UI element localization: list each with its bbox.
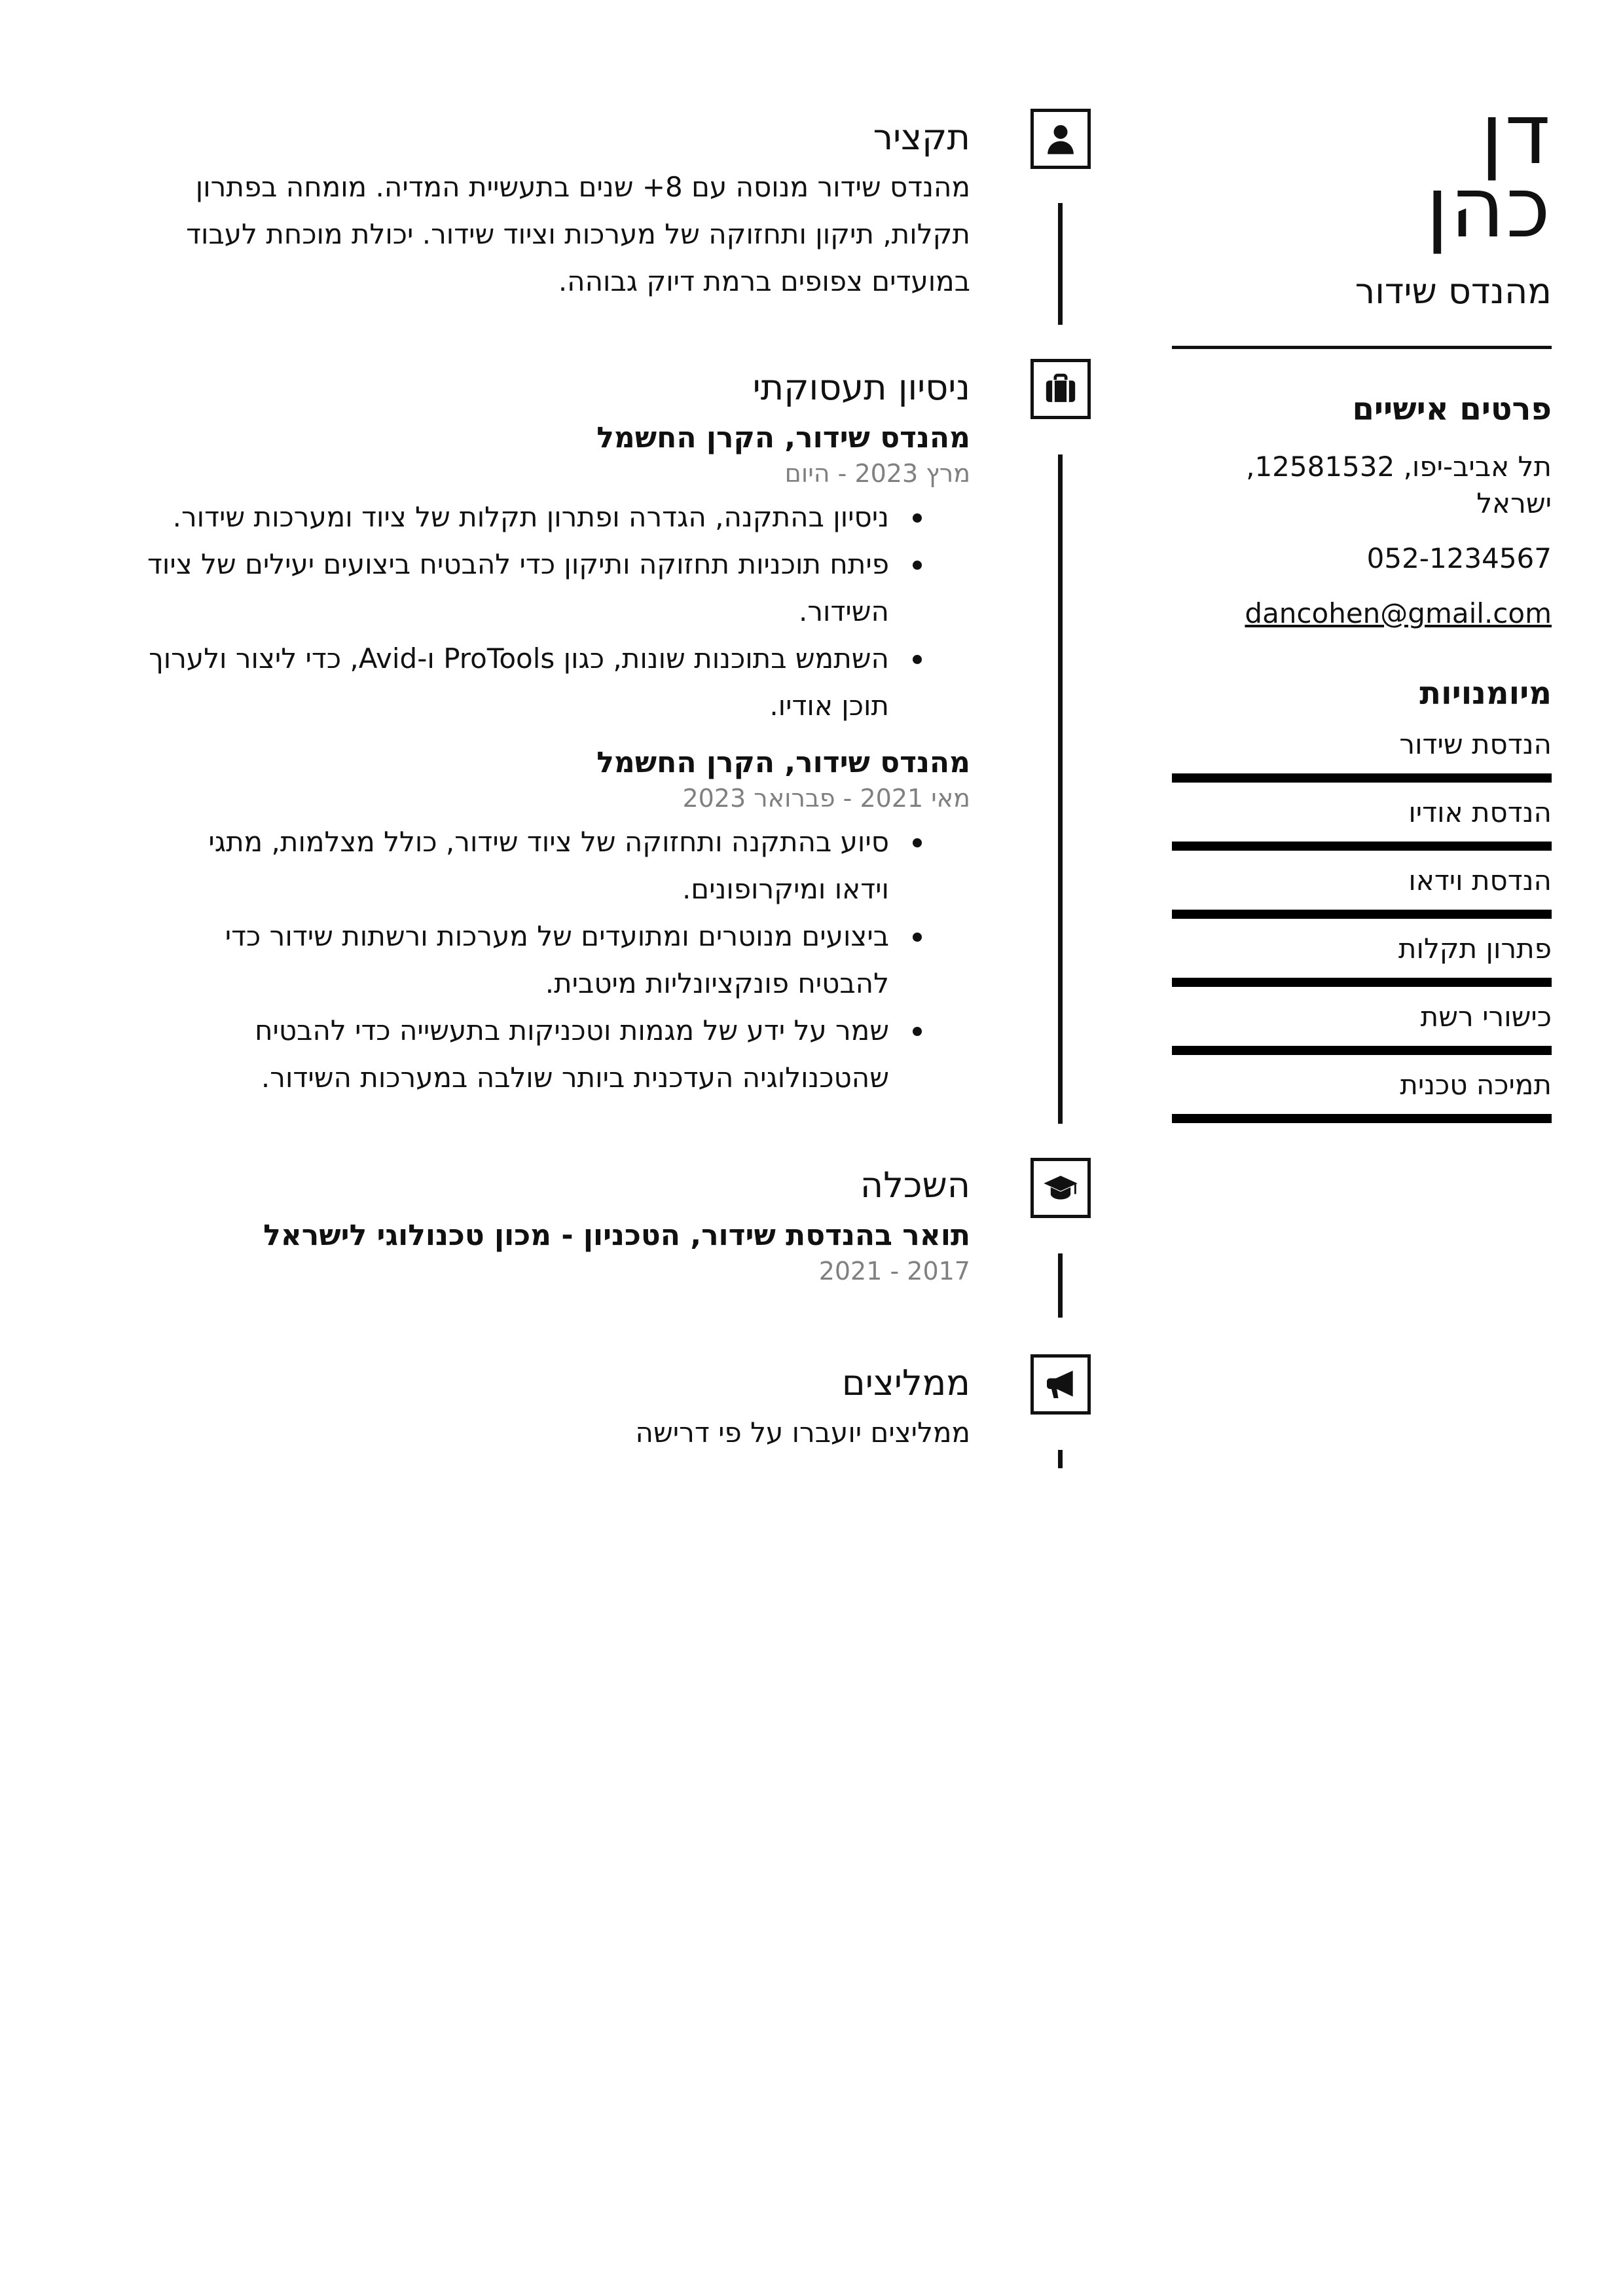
- timeline-line: [1058, 203, 1063, 325]
- timeline-line: [1058, 454, 1063, 1124]
- skill-level-bar: [1172, 773, 1552, 783]
- timeline-line: [1058, 1253, 1063, 1318]
- skill-level-bar: [1172, 1046, 1552, 1055]
- job-bullet: ניסיון בהתקנה, הגדרה ופתרון תקלות של ציוד ומערכות שידור.: [145, 494, 889, 541]
- skill-item: [1172, 999, 1552, 1055]
- education-heading: השכלה: [860, 1164, 970, 1206]
- job-title: מהנדס שידור, הקרן החשמל: [596, 421, 970, 454]
- education-section: [145, 1162, 970, 1287]
- skill-level-bar: [1172, 1114, 1552, 1123]
- first-name: דן: [1480, 86, 1552, 183]
- briefcase-icon: [1030, 359, 1091, 419]
- skills-heading: מיומנויות: [1419, 675, 1552, 712]
- skill-item: [1172, 794, 1552, 851]
- degree: תואר בהנדסת שידור, הטכניון - מכון טכנולוגי לישראל: [263, 1219, 970, 1252]
- summary-text: מהנדס שידור מנוסה עם 8+ שנים בתעשיית המדיה. מומחה בפתרון תקלות, תיקון ותחזוקה של מערכות וציוד שידור. יכולת מוכחת לעבוד במועדים צפופים ברמת דיוק גבוהה.: [186, 171, 970, 297]
- skills-list: [1172, 726, 1552, 1123]
- sidebar: [1172, 86, 1552, 1123]
- job-bullet: ביצועים מנוטרים ומתועדים של מערכות ורשתות שידור כדי להבטיח פונקציונליות מיטבית.: [145, 913, 889, 1007]
- job-bullet: סיוע בהתקנה ותחזוקה של ציוד שידור, כולל מצלמות, מתגי וידאו ומיקרופונים.: [145, 819, 889, 913]
- skill-level-bar: [1172, 978, 1552, 987]
- job-bullet: פיתח תוכניות תחזוקה ותיקון כדי להבטיח ביצועים יעילים של ציוד השידור.: [145, 541, 889, 635]
- job-bullets: [145, 819, 970, 1102]
- experience-heading: ניסיון תעסוקתי: [752, 367, 970, 408]
- summary-section: [145, 114, 970, 305]
- job-entry: [145, 419, 970, 730]
- skill-item: [1172, 931, 1552, 987]
- email-link[interactable]: dancohen@gmail.com: [1245, 597, 1552, 629]
- references-section: [145, 1360, 970, 1456]
- references-text: ממליצים יועברו על פי דרישה: [635, 1416, 970, 1449]
- job-dates: מאי 2021 - פברואר 2023: [682, 784, 970, 813]
- skill-label: תמיכה טכנית: [1400, 1069, 1552, 1101]
- skill-item: [1172, 726, 1552, 783]
- skill-label: הנדסת וידאו: [1408, 864, 1552, 897]
- job-dates: מרץ 2023 - היום: [784, 459, 970, 488]
- experience-section: [145, 364, 970, 1102]
- timeline-line: [1058, 1450, 1063, 1468]
- education-dates: 2017 - 2021: [818, 1257, 970, 1286]
- job-bullets: [145, 494, 970, 730]
- last-name: כהן: [1425, 159, 1552, 257]
- skill-level-bar: [1172, 910, 1552, 919]
- skill-level-bar: [1172, 842, 1552, 851]
- skill-label: כישורי רשת: [1420, 1001, 1552, 1033]
- person-icon: [1030, 109, 1091, 169]
- graduation-cap-icon: [1030, 1158, 1091, 1218]
- phone: 052-1234567: [1366, 542, 1552, 574]
- header-divider: [1172, 346, 1552, 349]
- skill-label: הנדסת שידור: [1399, 728, 1552, 760]
- summary-heading: תקציר: [873, 117, 970, 158]
- skill-item: [1172, 862, 1552, 919]
- skill-item: [1172, 1067, 1552, 1123]
- address: תל אביב-יפו, 12581532, ישראל: [1246, 451, 1552, 519]
- skill-label: הנדסת אודיו: [1408, 796, 1552, 828]
- job-entry: [145, 744, 970, 1102]
- skill-label: פתרון תקלות: [1398, 933, 1552, 965]
- job-title: מהנדס שידור: [1355, 270, 1552, 312]
- job-title: מהנדס שידור, הקרן החשמל: [596, 746, 970, 779]
- job-bullet: השתמש בתוכנות שונות, כגון ProTools ו-Avid, כדי ליצור ולערוך תוכן אודיו.: [145, 635, 889, 730]
- megaphone-icon: [1030, 1354, 1091, 1415]
- references-heading: ממליצים: [841, 1362, 970, 1403]
- job-bullet: שמר על ידע של מגמות וטכניקות בתעשייה כדי להבטיח שהטכנולוגיה העדכנית ביותר שולבה במערכות השידור.: [145, 1007, 889, 1102]
- details-heading: פרטים אישיים: [1352, 391, 1552, 428]
